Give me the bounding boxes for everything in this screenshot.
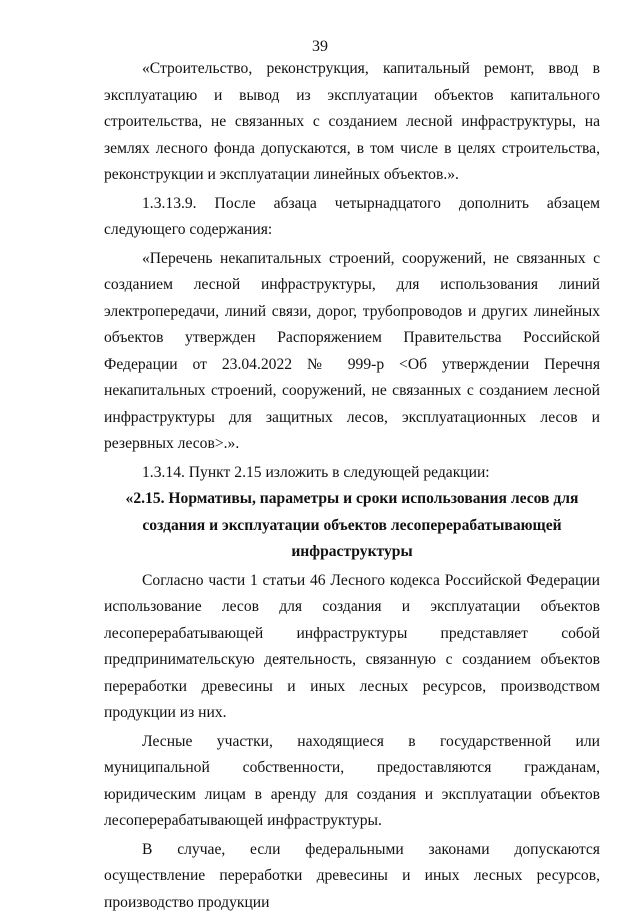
section-heading-2-15	[104, 486, 600, 566]
paragraph-forest-plots: Лесные участки, находящиеся в государственной или муниципальной собственности, предоставляются гражданам, юридическим лицам в аренду для создания и эксплуатации объектов лесоперерабатывающей инфраструктуры.	[104, 729, 600, 835]
paragraph-quote-construction: «Строительство, реконструкция, капитальный ремонт, ввод в эксплуатацию и вывод из эксплуатации объектов капитального строительства, не связанных с созданием лесной инфраструктуры, на землях лесного фонда допускаются, в том числе в целях строительства, реконструкции и эксплуатации линейных объектов.».	[104, 56, 600, 189]
paragraph-federal-laws: В случае, если федеральными законами допускаются осуществление переработки древесины и иных лесных ресурсов, производство продукции	[104, 837, 600, 916]
heading-line-3: инфраструктуры	[104, 539, 600, 566]
heading-line-2: создания и эксплуатации объектов лесоперерабатывающей	[104, 513, 600, 540]
page-number: 39	[0, 38, 640, 56]
paragraph-1-3-13-9: 1.3.13.9. После абзаца четырнадцатого дополнить абзацем следующего содержания:	[104, 191, 600, 244]
paragraph-article-46: Согласно части 1 статьи 46 Лесного кодекса Российской Федерации использование лесов для создания и эксплуатации объектов лесоперерабатывающей инфраструктуры представляет собой предпринимательскую деятельность, связанную с созданием объектов переработки древесины и иных лесных ресурсов, производством продукции из них.	[104, 568, 600, 727]
paragraph-1-3-14: 1.3.14. Пункт 2.15 изложить в следующей редакции:	[104, 460, 600, 487]
paragraph-quote-list: «Перечень некапитальных строений, сооружений, не связанных с созданием лесной инфраструктуры, для использования линий электропередачи, линий связи, дорог, трубопроводов и других линейных объектов утвержден Распоряжением Правительства Российской Федерации от 23.04.2022 № 999-р <Об утверждении Перечня некапитальных строений, сооружений, не связанных с созданием лесной инфраструктуры для защитных лесов, эксплуатационных лесов и резервных лесов>.».	[104, 246, 600, 458]
document-body	[104, 56, 600, 916]
heading-line-1: «2.15. Нормативы, параметры и сроки использования лесов для	[104, 486, 600, 513]
